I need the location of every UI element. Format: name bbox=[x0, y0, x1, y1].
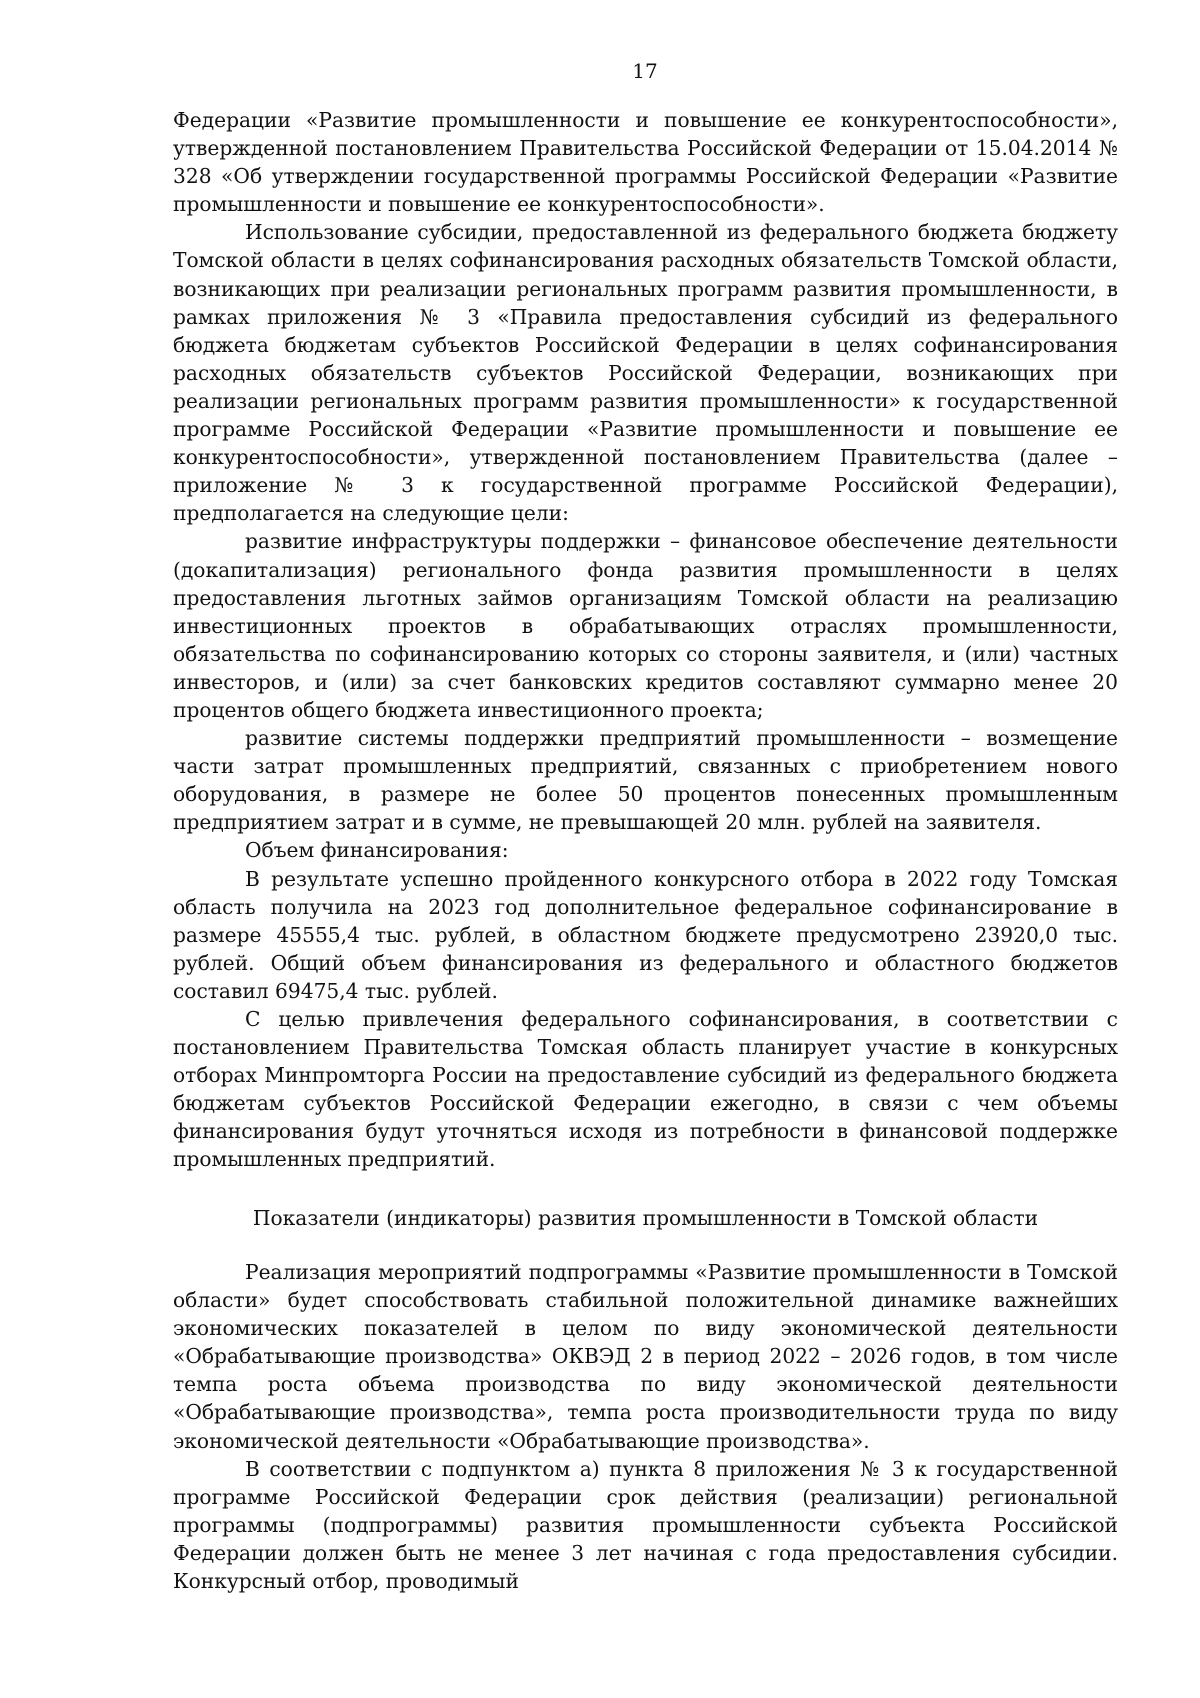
paragraph: Объем финансирования: bbox=[245, 838, 509, 863]
paragraph: Федерации «Развитие промышленности и повышение ее конкурентоспособности», утвержденной постановлением Правительства Российской Федерации от 15.04.2014 № 328 «Об утверждении государственной программы Российской Федерации «Развитие промышленности и повышение ее конкурентоспособности». bbox=[173, 108, 1118, 217]
body-text-top bbox=[173, 106, 1118, 1174]
paragraph: Использование субсидии, предоставленной из федерального бюджета бюджету Томской области в целях софинансирования расходных обязательств Томской области, возникающих при реализации региональных программ развития промышленности, в рамках приложения № 3 «Правила предоставления субсидий из федерального бюджета бюджетам субъектов Российской Федерации в целях софинансирования расходных обязательств субъектов Российской Федерации, возникающих при реализации региональных программ развития промышленности» к государственной программе Российской Федерации «Развитие промышленности и повышение ее конкурентоспособности», утвержденной постановлением Правительства (далее – приложение № 3 к государственной программе Российской Федерации), предполагается на следующие цели: bbox=[173, 220, 1118, 526]
paragraph: Реализация мероприятий подпрограммы «Развитие промышленности в Томской области» будет способствовать стабильной положительной динамике важнейших экономических показателей в целом по виду экономической деятельности «Обрабатывающие производства» ОКВЭД 2 в период 2022 – 2026 годов, в том числе темпа роста объема производства по виду экономической деятельности «Обрабатывающие производства», темпа роста производительности труда по виду экономической деятельности «Обрабатывающие производства». bbox=[173, 1260, 1118, 1453]
paragraph: С целью привлечения федерального софинансирования, в соответствии с постановлением Правительства Томская область планирует участие в конкурсных отборах Минпромторга России на предоставление субсидий из федерального бюджета бюджетам субъектов Российской Федерации ежегодно, в связи с чем объемы финансирования будут уточняться исходя из потребности в финансовой поддержке промышленных предприятий. bbox=[173, 1007, 1118, 1172]
page-number: 17 bbox=[632, 59, 658, 83]
paragraph: развитие инфраструктуры поддержки – финансовое обеспечение деятельности (докапитализация) регионального фонда развития промышленности в целях предоставления льготных займов организациям Томской области на реализацию инвестиционных проектов в обрабатывающих отраслях промышленности, обязательства по софинансированию которых со стороны заявителя, и (или) частных инвесторов, и (или) за счет банковских кредитов составляют суммарно менее 20 процентов общего бюджета инвестиционного проекта; bbox=[173, 529, 1118, 722]
section-heading: Показатели (индикаторы) развития промышленности в Томской области bbox=[252, 1206, 1039, 1230]
paragraph: В результате успешно пройденного конкурсного отбора в 2022 году Томская область получила на 2023 год дополнительное федеральное софинансирование в размере 45555,4 тыс. рублей, в областном бюджете предусмотрено 23920,0 тыс. рублей. Общий объем финансирования из федерального и областного бюджетов составил 69475,4 тыс. рублей. bbox=[173, 866, 1118, 1003]
paragraph: развитие системы поддержки предприятий промышленности – возмещение части затрат промышленных предприятий, связанных с приобретением нового оборудования, в размере не более 50 процентов понесенных промышленным предприятием затрат и в сумме, не превышающей 20 млн. рублей на заявителя. bbox=[173, 726, 1118, 835]
body-text-bottom bbox=[173, 1258, 1118, 1595]
paragraph: В соответствии с подпунктом а) пункта 8 приложения № 3 к государственной программе Российской Федерации срок действия (реализации) региональной программы (подпрограммы) развития промышленности субъекта Российской Федерации должен быть не менее 3 лет начиная с года предоставления субсидии. Конкурсный отбор, проводимый bbox=[173, 1456, 1118, 1594]
